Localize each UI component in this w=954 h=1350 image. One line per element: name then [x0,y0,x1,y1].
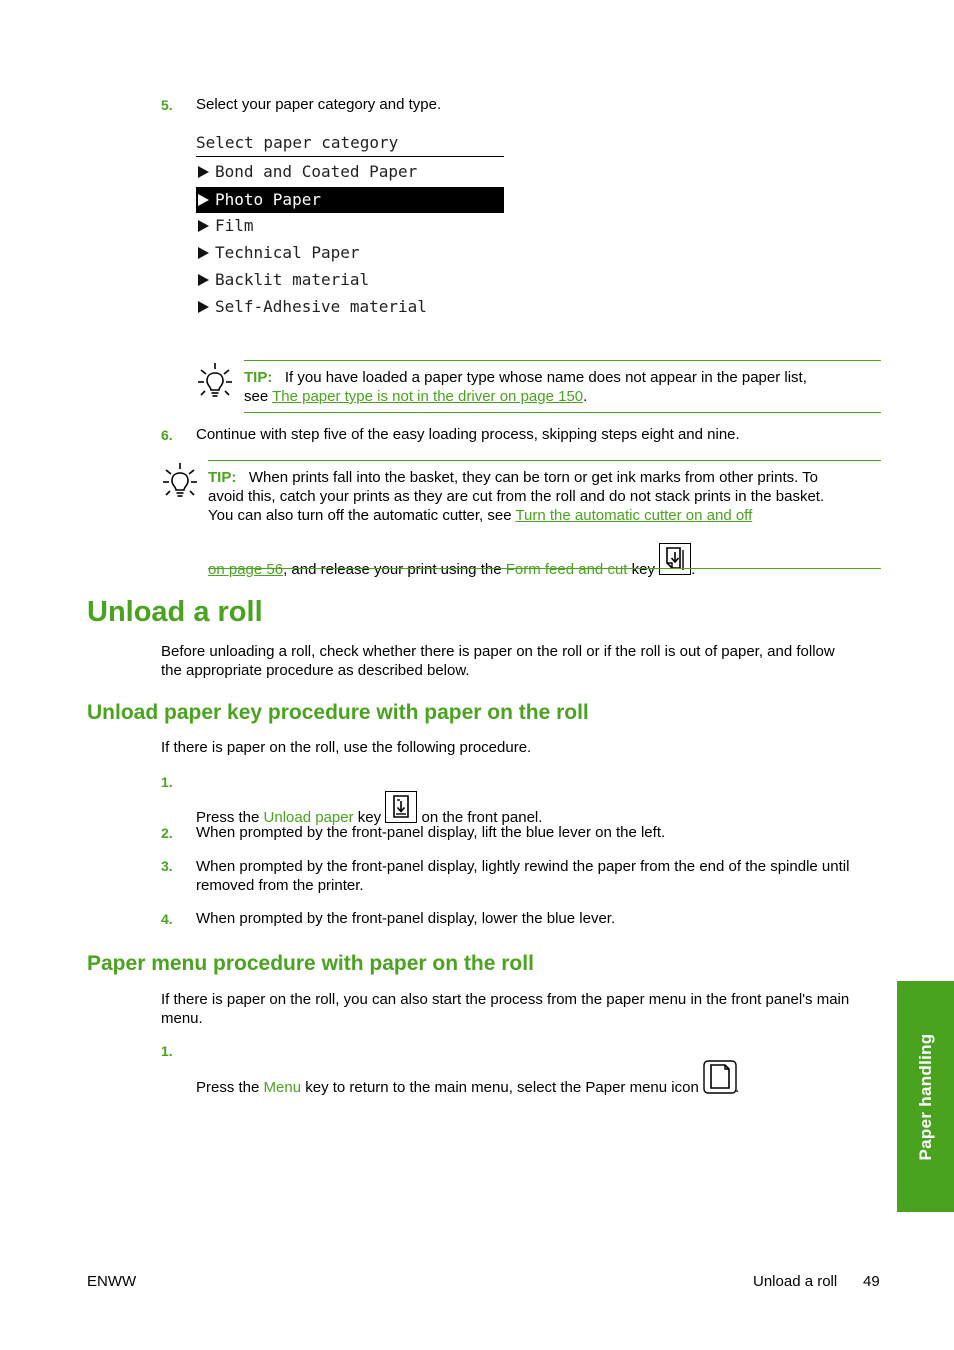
form-feed-and-cut-key[interactable] [659,543,691,575]
lcd-menu-item-selected[interactable]: Photo Paper [196,187,504,213]
triangle-right-icon [198,166,209,178]
step-text-post: on the front panel. [421,809,543,826]
page-number: 49 [863,1273,880,1290]
step-text-post: key to return to the main menu, select the Paper menu icon [305,1079,699,1096]
key-word: key [631,561,655,578]
section-intro-line1: Before unloading a roll, check whether there is paper on the roll or if the roll is out of paper, and follow [161,643,835,660]
step-number: 1. [161,774,173,790]
lcd-menu-item[interactable]: Technical Paper [196,240,504,266]
footer-left: ENWW [87,1273,137,1290]
tip-end: . [583,388,588,405]
key-word: key [357,809,382,826]
unload-paper-key-name: Unload paper [263,809,354,826]
triangle-right-icon [198,220,209,232]
lightbulb-icon [162,462,198,500]
page-56-link[interactable]: on page 56 [208,561,284,578]
step-number: 2. [161,825,173,841]
tip-end: . [691,561,696,578]
subsection-intro-line1: If there is paper on the roll, you can also start the process from the paper menu in the front panel's main [161,991,850,1008]
tip-see: see [244,388,269,405]
tip-rule-bottom [244,412,881,413]
step-text-pre: Press the [196,1079,260,1096]
triangle-right-icon [198,301,209,313]
tip-text: If you have loaded a paper type whose name does not appear in the paper list, [284,369,807,386]
step-text: Select your paper category and type. [196,96,442,113]
step-number: 3. [161,858,173,874]
subsection-intro-line2: menu. [161,1010,203,1027]
tip-text-line1: When prints fall into the basket, they can be torn or get ink marks from other prints. To [248,469,819,486]
form-feed-cut-icon [660,544,690,574]
step-text: When prompted by the front-panel display, lift the blue lever on the left. [196,824,666,841]
tip-rule-top [208,460,881,461]
form-feed-key-name: Form feed and cut [505,561,628,578]
subsection-intro: If there is paper on the roll, use the following procedure. [161,739,532,756]
lcd-menu-item[interactable]: Film [196,213,504,239]
paper-type-not-in-driver-link[interactable]: The paper type is not in the driver on page 150 [272,388,584,405]
lcd-divider [196,156,504,157]
tip-label: TIP: [208,469,237,486]
lcd-menu-item[interactable]: Bond and Coated Paper [196,159,504,185]
step-text-line1: When prompted by the front-panel display, lightly rewind the paper from the end of the spindle until [196,858,850,875]
tip-rule-bottom [208,568,881,569]
unload-paper-icon [386,792,416,822]
triangle-right-icon [198,274,209,286]
step-number: 6. [161,427,173,443]
section-title: Unload a roll [87,596,263,628]
lcd-menu-item[interactable]: Backlit material [196,267,504,293]
paper-menu-icon [703,1060,740,1096]
step-number: 5. [161,97,173,113]
lightbulb-icon [197,362,233,400]
chapter-side-tab [897,981,954,1212]
step-end: . [734,1079,740,1096]
subsection-title: Paper menu procedure with paper on the roll [87,952,534,975]
triangle-right-icon [198,194,209,206]
chapter-side-tab-label: Paper handling [915,1033,935,1160]
footer-section: Unload a roll [753,1273,838,1290]
tip-rule-top [244,360,881,361]
paper-menu-icon-button[interactable] [703,1060,735,1092]
automatic-cutter-link[interactable]: Turn the automatic cutter on and off [515,507,753,524]
lcd-menu-item[interactable]: Self-Adhesive material [196,294,504,320]
step-text-line2: removed from the printer. [196,877,364,894]
triangle-right-icon [198,247,209,259]
subsection-title: Unload paper key procedure with paper on the roll [87,701,589,724]
lcd-title: Select paper category [196,133,399,152]
tip-text-mid: , and release your print using the [283,561,502,578]
tip-label: TIP: [244,369,273,386]
menu-key-name: Menu [263,1079,302,1096]
section-intro-line2: the appropriate procedure as described below. [161,662,470,679]
tip-text-line3: You can also turn off the automatic cutter, see [208,507,512,524]
step-text: When prompted by the front-panel display, lower the blue lever. [196,910,616,927]
unload-paper-key[interactable] [385,791,417,823]
step-text-pre: Press the [196,809,260,826]
step-number: 4. [161,911,173,927]
tip-text-line2: avoid this, catch your prints as they are cut from the roll and do not stack prints in the basket. [208,488,825,505]
step-text: Continue with step five of the easy loading process, skipping steps eight and nine. [196,426,740,443]
step-number: 1. [161,1043,173,1059]
